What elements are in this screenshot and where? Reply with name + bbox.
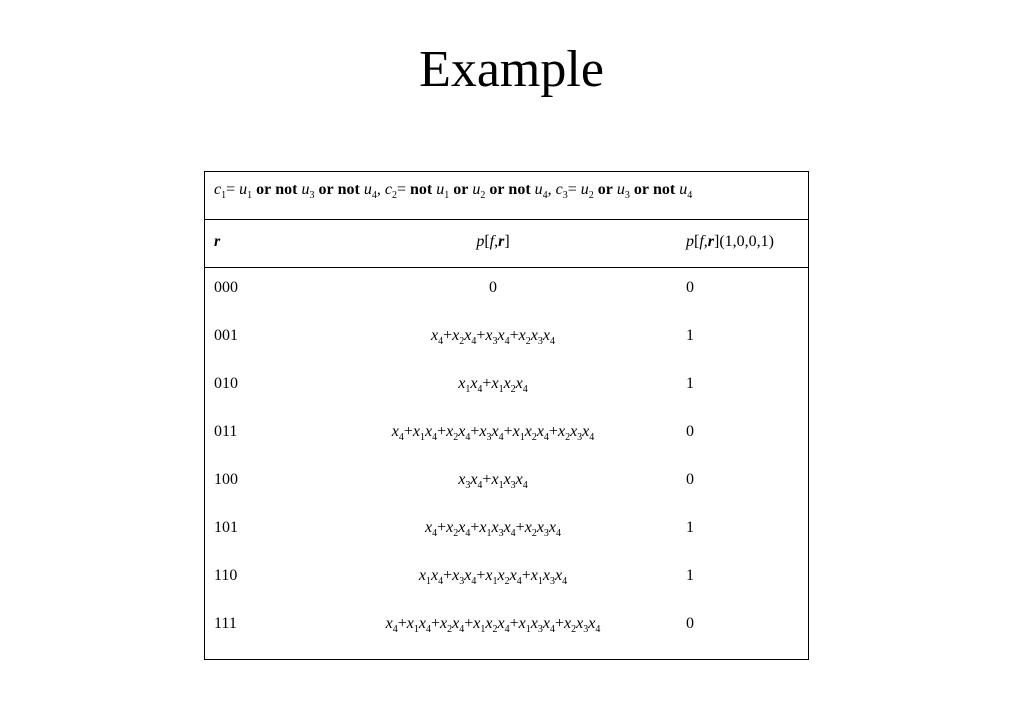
row-evaluation: 1: [686, 567, 694, 584]
row-r-value: 000: [214, 279, 238, 296]
slide-title: Example: [419, 41, 604, 98]
table-row: [205, 460, 808, 508]
table-row: [205, 412, 808, 460]
constraints-text: $c_1= u_1$ or not $u_3$ or not $u_4$, $c_2=$ not $u_1$ or $u_2$ or not $u_4$, $c_3= u_2$ or $u_3$ or not $u_4$: [214, 181, 693, 201]
row-polynomial: $x_4+x_1x_4+x_2x_4+x_1x_2x_4+x_1x_3x_4+x_2x_3x_4$: [385, 615, 601, 635]
row-evaluation: 0: [686, 615, 694, 632]
table-row: [205, 508, 808, 556]
row-polynomial: $x_3x_4+x_1x_3x_4$: [458, 471, 528, 491]
row-polynomial: $x_1x_4+x_1x_2x_4$: [458, 375, 528, 395]
row-polynomial: $x_4+x_1x_4+x_2x_4+x_3x_4+x_1x_2x_4+x_2x_3x_4$: [391, 423, 595, 443]
row-polynomial: $x_1x_4+x_3x_4+x_1x_2x_4+x_1x_3x_4$: [418, 567, 568, 587]
row-r-value: 010: [214, 375, 238, 392]
row-evaluation: 1: [686, 519, 694, 536]
table-row: [205, 556, 808, 604]
row-r-value: 101: [214, 519, 238, 536]
constraints-row: [205, 172, 808, 220]
row-r-value: 011: [214, 423, 238, 440]
row-r-value: 110: [214, 567, 238, 584]
row-evaluation: 1: [686, 327, 694, 344]
table-row: [205, 604, 808, 652]
row-r-value: 100: [214, 471, 238, 488]
row-evaluation: 0: [686, 279, 694, 296]
column-header-row: [205, 220, 808, 268]
table-row: [205, 268, 808, 316]
row-r-value: 111: [214, 615, 237, 632]
polynomial-table: [204, 171, 809, 660]
row-evaluation: 0: [686, 471, 694, 488]
row-polynomial: $x_4+x_2x_4+x_3x_4+x_2x_3x_4$: [431, 327, 555, 347]
header-polynomial: p[f,r]: [476, 233, 510, 250]
header-evaluation: p[f,r](1,0,0,1): [686, 233, 774, 250]
row-polynomial: $x_4+x_2x_4+x_1x_3x_4+x_2x_3x_4$: [424, 519, 562, 539]
row-polynomial: 0: [489, 279, 497, 296]
row-evaluation: 0: [686, 423, 694, 440]
row-evaluation: 1: [686, 375, 694, 392]
table-row: [205, 364, 808, 412]
table-row: [205, 316, 808, 364]
row-r-value: 001: [214, 327, 238, 344]
header-r: r: [214, 233, 221, 250]
